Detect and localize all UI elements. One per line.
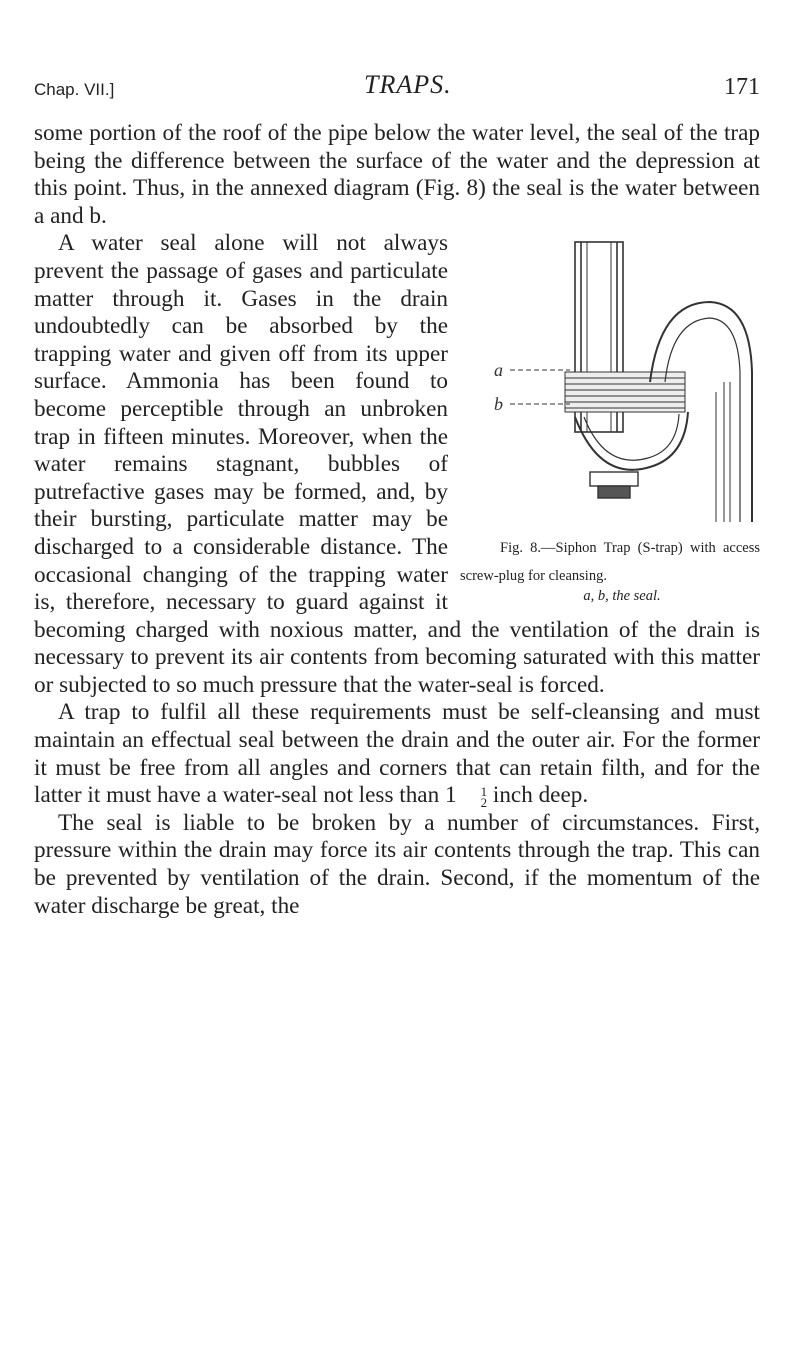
caption-text: Fig. 8.—Siphon Trap (S-trap) with access screw-plug for cleansing. [460, 540, 760, 584]
running-header [34, 70, 760, 110]
page-body [34, 120, 760, 920]
fraction-half [457, 783, 488, 810]
figure-8 [460, 232, 760, 603]
outlet-pipe [716, 382, 730, 522]
paragraph-2 [34, 230, 760, 699]
label-b: b [494, 394, 503, 415]
siphon-trap-diagram [460, 232, 760, 532]
figure-caption [460, 540, 760, 603]
paragraph-1: some portion of the roof of the pipe below the water level, the seal of the trap being the difference between the surface of the water and the depression at this point. Thus, in the annexed diagram (Fig. 8) the seal is the water between a and b. [34, 120, 760, 229]
water-seal [565, 372, 685, 412]
fraction-numerator: 1 [480, 783, 488, 799]
fraction-denominator: 2 [480, 794, 488, 810]
seal-markers [510, 370, 570, 404]
paragraph-3-text: A trap to fulfil all these requirements must be self-cleansing and must maintain an effectual seal between the drain and the outer air. For the former it must be free from all angles and corners that can retain filth, and for the latter it must have a water-seal not less than 1 [34, 699, 760, 809]
paragraph-2-text: A water seal alone will not always prevent the passage of gases and particulate matter through it. Gases in the drain undoubtedly can be absorbed by the trapping water and given off from its upper surface. Ammonia has been found to become perceptible through an unbroken trap in fifteen minutes. Moreover, when the water remains stagnant, bubbles of putrefactive gases may be formed, and, by their bursting, particulate matter may be discharged to a considerable distance. The occasional changing of the trapping water is, therefore, necessary to guard against it becoming charged with noxious matter, and the ventilation of the drain is necessary to prevent its air contents from becoming saturated with this matter or subjected to so much pressure that the water-seal is forced. [34, 230, 760, 698]
page-number: 171 [724, 74, 760, 100]
screw-plug [590, 472, 638, 498]
paragraph-3 [34, 699, 760, 809]
caption-sub: a, b, the seal. [583, 587, 661, 604]
label-a: a [494, 360, 503, 381]
paragraph-4: The seal is liable to be broken by a number of circumstances. First, pressure within the drain may force its air contents through the trap. This can be prevented by ventilation of the drain. Second, if the momentum of the water discharge be great, the [34, 809, 760, 919]
paragraph-3-end: inch deep. [487, 782, 589, 809]
running-title: TRAPS. [364, 70, 452, 99]
chapter-label: Chap. VII.] [34, 80, 115, 99]
